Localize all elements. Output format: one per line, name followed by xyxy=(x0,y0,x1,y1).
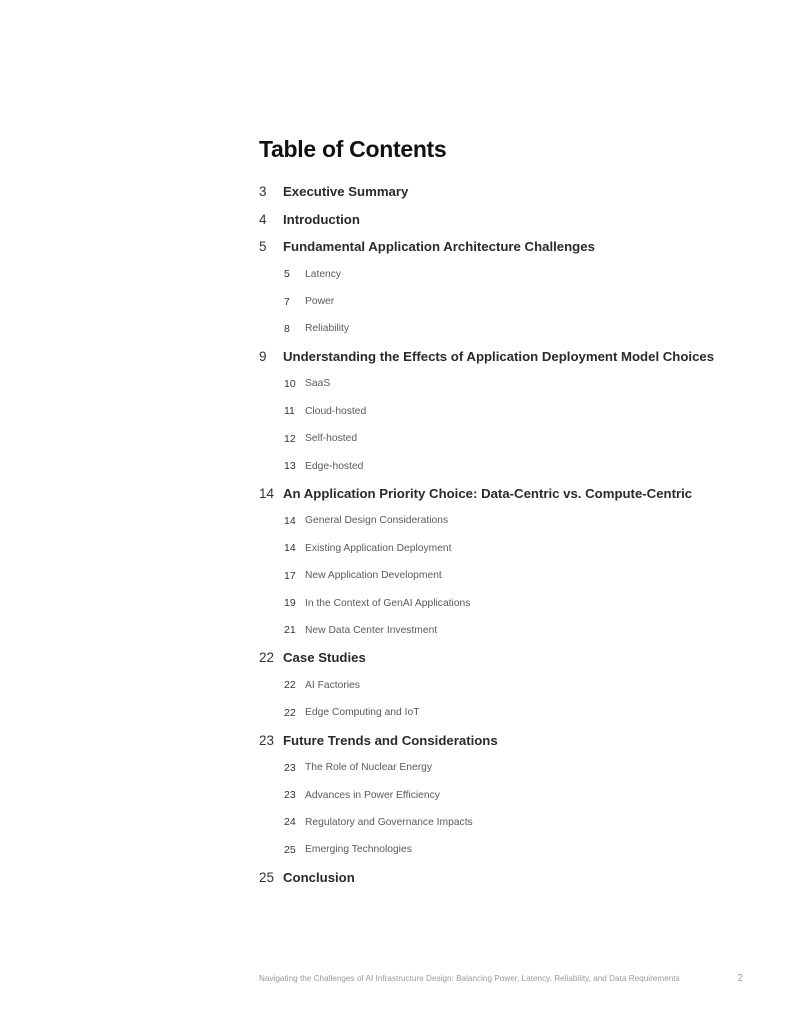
toc-subsection-entry[interactable] xyxy=(259,617,779,644)
toc-page-number: 14 xyxy=(284,542,296,555)
toc-page-number: 24 xyxy=(284,816,296,829)
toc-entry-label: An Application Priority Choice: Data-Centric vs. Compute-Centric xyxy=(283,485,693,501)
toc-subsection-entry[interactable] xyxy=(259,809,779,836)
table-of-contents xyxy=(259,178,779,891)
toc-entry-label: The Role of Nuclear Energy xyxy=(305,762,433,774)
toc-entry-label: In the Context of GenAI Applications xyxy=(305,597,471,609)
toc-page-number: 3 xyxy=(259,184,267,200)
toc-subsection-entry[interactable] xyxy=(259,836,779,863)
toc-subsection-entry[interactable] xyxy=(259,261,779,288)
toc-page-number: 13 xyxy=(284,460,296,473)
toc-entry-label: Executive Summary xyxy=(283,184,409,200)
toc-entry-label: Understanding the Effects of Application Deployment Model Choices xyxy=(283,348,715,364)
toc-page-number: 19 xyxy=(284,597,296,610)
toc-subsection-entry[interactable] xyxy=(259,452,779,479)
toc-page-number: 23 xyxy=(284,789,296,802)
toc-section-entry[interactable] xyxy=(259,480,779,508)
toc-page-number: 21 xyxy=(284,624,296,637)
toc-page-number: 9 xyxy=(259,348,267,364)
toc-page-number: 4 xyxy=(259,211,267,227)
toc-subsection-entry[interactable] xyxy=(259,315,779,342)
toc-subsection-entry[interactable] xyxy=(259,589,779,616)
toc-entry-label: Cloud-hosted xyxy=(305,405,367,417)
toc-entry-label: Edge-hosted xyxy=(305,460,364,472)
toc-page-number: 17 xyxy=(284,569,296,582)
toc-page-number: 10 xyxy=(284,377,296,390)
toc-entry-label: Future Trends and Considerations xyxy=(283,732,498,748)
toc-page-number: 7 xyxy=(284,295,290,308)
toc-subsection-entry[interactable] xyxy=(259,425,779,452)
toc-page-number: 5 xyxy=(284,268,290,281)
toc-entry-label: New Application Development xyxy=(305,570,442,582)
toc-subsection-entry[interactable] xyxy=(259,288,779,315)
toc-entry-label: Case Studies xyxy=(283,650,366,666)
page-title: Table of Contents xyxy=(259,136,447,162)
toc-page-number: 23 xyxy=(284,761,296,774)
page-footer xyxy=(259,973,743,984)
toc-entry-label: Existing Application Deployment xyxy=(305,542,452,554)
toc-entry-label: General Design Considerations xyxy=(305,515,449,527)
toc-subsection-entry[interactable] xyxy=(259,781,779,808)
toc-section-entry[interactable] xyxy=(259,178,779,206)
toc-page-number: 12 xyxy=(284,432,296,445)
toc-subsection-entry[interactable] xyxy=(259,562,779,589)
toc-subsection-entry[interactable] xyxy=(259,754,779,781)
toc-page-number: 11 xyxy=(284,405,295,418)
toc-page-number: 22 xyxy=(284,679,296,692)
toc-entry-label: Introduction xyxy=(283,211,360,227)
toc-entry-label: SaaS xyxy=(305,378,331,390)
toc-page-number: 25 xyxy=(259,869,275,885)
toc-entry-label: Fundamental Application Architecture Challenges xyxy=(283,239,595,255)
toc-subsection-entry[interactable] xyxy=(259,699,779,726)
toc-section-entry[interactable] xyxy=(259,206,779,234)
footer-document-title: Navigating the Challenges of AI Infrastructure Design: Balancing Power, Latency, Reliability, and Data Requirements xyxy=(259,974,680,983)
toc-page-number: 23 xyxy=(259,732,275,748)
toc-subsection-entry[interactable] xyxy=(259,672,779,699)
toc-section-entry[interactable] xyxy=(259,864,779,892)
toc-entry-label: Regulatory and Governance Impacts xyxy=(305,816,473,828)
toc-section-entry[interactable] xyxy=(259,726,779,754)
toc-entry-label: Emerging Technologies xyxy=(305,844,412,856)
toc-page-number: 25 xyxy=(284,843,296,856)
footer-page-number: 2 xyxy=(737,973,743,984)
toc-page-number: 14 xyxy=(284,514,296,527)
toc-page-number: 22 xyxy=(284,706,296,719)
toc-section-entry[interactable] xyxy=(259,644,779,672)
toc-subsection-entry[interactable] xyxy=(259,507,779,534)
toc-section-entry[interactable] xyxy=(259,233,779,261)
toc-subsection-entry[interactable] xyxy=(259,398,779,425)
toc-page-number: 22 xyxy=(259,650,275,666)
toc-subsection-entry[interactable] xyxy=(259,370,779,397)
toc-entry-label: Conclusion xyxy=(283,869,355,885)
toc-entry-label: Reliability xyxy=(305,323,350,335)
toc-entry-label: New Data Center Investment xyxy=(305,624,438,636)
toc-entry-label: Self-hosted xyxy=(305,433,358,445)
toc-entry-label: AI Factories xyxy=(305,679,360,691)
toc-entry-label: Advances in Power Efficiency xyxy=(305,789,440,801)
toc-entry-label: Edge Computing and IoT xyxy=(305,707,420,719)
toc-page-number: 5 xyxy=(259,239,267,255)
toc-entry-label: Latency xyxy=(305,268,342,280)
toc-page-number: 14 xyxy=(259,485,275,501)
toc-section-entry[interactable] xyxy=(259,343,779,371)
toc-entry-label: Power xyxy=(305,296,335,308)
toc-subsection-entry[interactable] xyxy=(259,535,779,562)
toc-page-number: 8 xyxy=(284,322,290,335)
